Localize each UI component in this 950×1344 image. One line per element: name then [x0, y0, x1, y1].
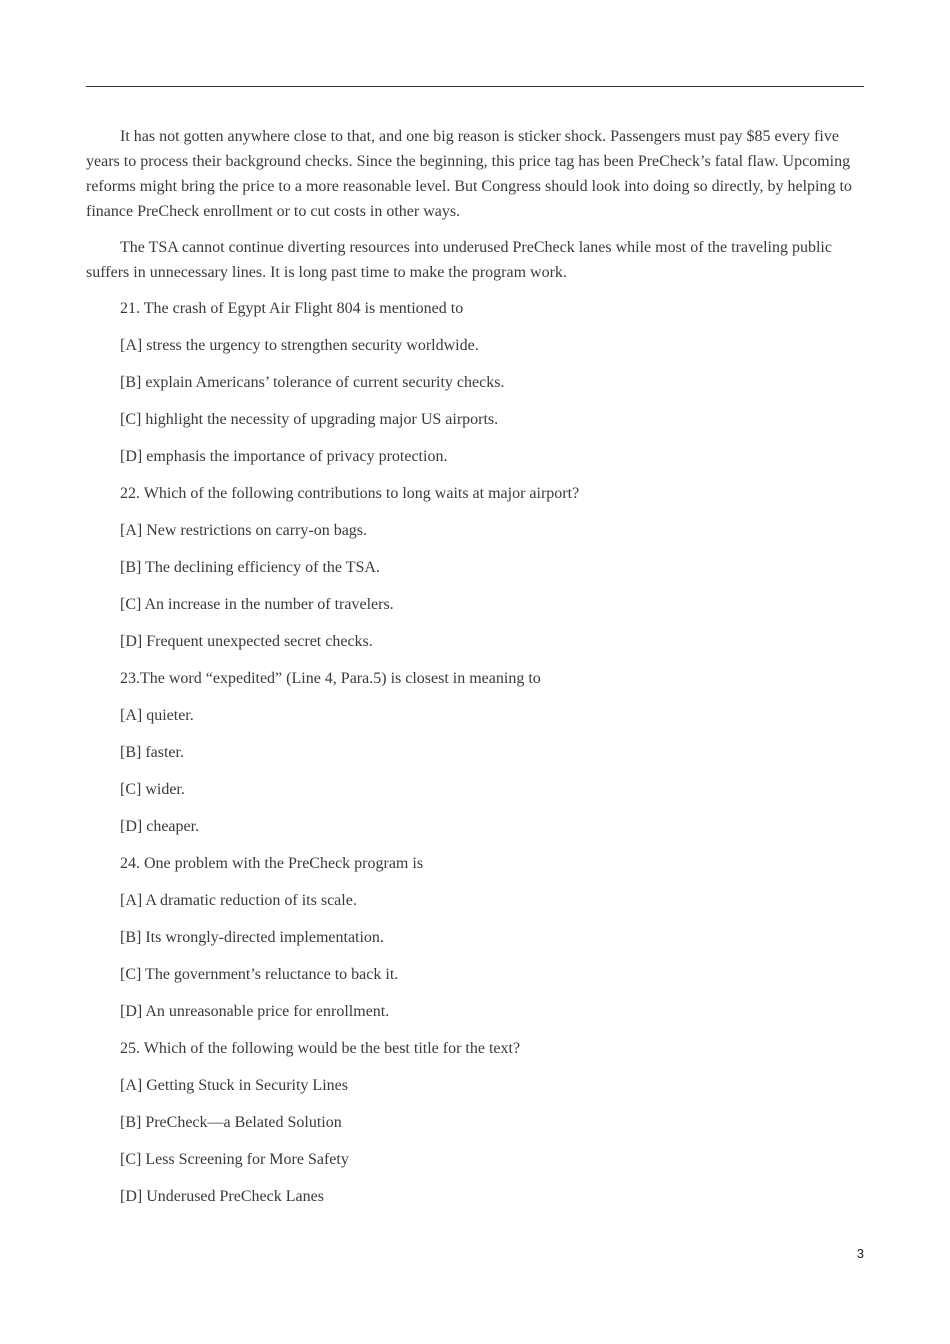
- question-stem: 25. Which of the following would be the best title for the text?: [120, 1040, 521, 1057]
- answer-option: [B] Its wrongly-directed implementation.: [120, 929, 384, 946]
- page-number: 3: [856, 1246, 864, 1261]
- answer-option: [A] Getting Stuck in Security Lines: [120, 1077, 348, 1094]
- answer-option: [D] Underused PreCheck Lanes: [120, 1188, 324, 1205]
- answer-option: [D] emphasis the importance of privacy protection.: [120, 448, 448, 465]
- answer-option: [C] Less Screening for More Safety: [120, 1151, 349, 1168]
- question-block: [86, 481, 864, 666]
- answer-option: [B] PreCheck—a Belated Solution: [120, 1114, 342, 1131]
- page-content: [86, 124, 864, 1221]
- answer-option: [A] A dramatic reduction of its scale.: [120, 892, 357, 909]
- question-block: [86, 666, 864, 851]
- answer-option: [C] An increase in the number of travelers.: [120, 596, 394, 613]
- passage-paragraph: The TSA cannot continue diverting resources into underused PreCheck lanes while most of the traveling public suffers in unnecessary lines. It is long past time to make the program work.: [86, 239, 832, 281]
- answer-option: [B] The declining efficiency of the TSA.: [120, 559, 380, 576]
- question-stem: 23.The word “expedited” (Line 4, Para.5) is closest in meaning to: [120, 670, 541, 687]
- answer-option: [A] New restrictions on carry-on bags.: [120, 522, 368, 539]
- question-stem: 21. The crash of Egypt Air Flight 804 is mentioned to: [120, 300, 464, 317]
- answer-option: [A] stress the urgency to strengthen security worldwide.: [120, 337, 479, 354]
- header-divider: [86, 86, 864, 87]
- question-block: [86, 296, 864, 481]
- question-block: [86, 1036, 864, 1221]
- question-list: [86, 296, 864, 1221]
- answer-option: [D] cheaper.: [120, 818, 200, 835]
- question-stem: 22. Which of the following contributions to long waits at major airport?: [120, 485, 580, 502]
- answer-option: [B] faster.: [120, 744, 184, 761]
- answer-option: [D] An unreasonable price for enrollment.: [120, 1003, 390, 1020]
- answer-option: [B] explain Americans’ tolerance of current security checks.: [120, 374, 505, 391]
- answer-option: [C] wider.: [120, 781, 185, 798]
- passage-paragraph: It has not gotten anywhere close to that, and one big reason is sticker shock. Passengers must pay $85 every five years to process their background checks. Since the beginning, this price tag has been PreCheck’s fatal flaw. Upcoming reforms might bring the price to a more reasonable level. But Congress should look into doing so directly, by helping to finance PreCheck enrollment or to cut costs in other ways.: [86, 128, 852, 220]
- answer-option: [A] quieter.: [120, 707, 194, 724]
- question-stem: 24. One problem with the PreCheck program is: [120, 855, 424, 872]
- answer-option: [D] Frequent unexpected secret checks.: [120, 633, 373, 650]
- answer-option: [C] highlight the necessity of upgrading major US airports.: [120, 411, 499, 428]
- answer-option: [C] The government’s reluctance to back it.: [120, 966, 399, 983]
- question-block: [86, 851, 864, 1036]
